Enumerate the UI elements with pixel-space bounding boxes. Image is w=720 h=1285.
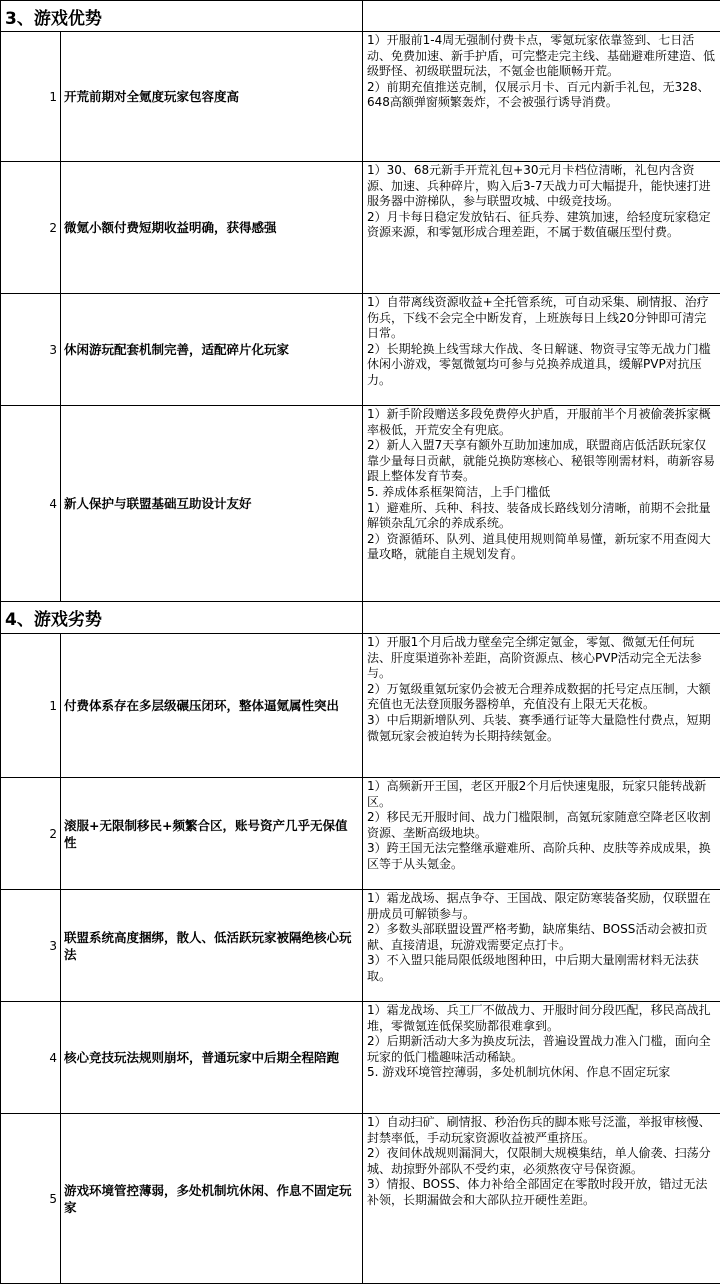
table-row [1, 634, 720, 778]
row-heading: 新人保护与联盟基础互助设计友好 [61, 406, 363, 602]
row-description [363, 294, 720, 406]
description-line: 3）中后期新增队列、兵装、赛季通行证等大量隐性付费点，短期微氪玩家会被迫转为长期持续氪金。 [367, 712, 711, 743]
description-line: 2）万氪级重氪玩家仍会被无合理养成数据的托号定点压制，大额充值也无法登顶服务器榜单，充值没有上限无天花板。 [367, 681, 711, 712]
description-line: 3）情报、BOSS、体力补给全部固定在零散时段开放，错过无法补领，长期漏做会和大部队拉开硬性差距。 [367, 1177, 708, 1207]
description-line: 2）资源循环、队列、道具使用规则简单易懂，新玩家不用查阅大量攻略，就能自主规划发育。 [367, 531, 711, 562]
table-row [1, 1002, 720, 1114]
description-line: 2）移民无开服时间、战力门槛限制，高氪玩家随意空降老区收割资源、垄断高级地块。 [367, 810, 711, 840]
row-description [363, 1114, 720, 1284]
description-line: 2）长期轮换上线雪球大作战、冬日解谜、物资寻宝等无战力门槛休闲小游戏，零氪微氪均可参与兑换养成道具，缓解PVP对抗压力。 [367, 341, 711, 387]
description-line: 1）霜龙战场、兵工厂不做战力、开服时间分段匹配，移民高战扎堆，零微氪连低保奖励都很难拿到。 [367, 1003, 711, 1033]
row-number: 5 [1, 1114, 61, 1284]
table-row [1, 890, 720, 1002]
row-heading: 游戏环境管控薄弱，多处机制坑休闲、作息不固定玩家 [61, 1114, 363, 1284]
row-number: 4 [1, 1002, 61, 1114]
row-description [363, 890, 720, 1002]
description-line: 3）不入盟只能局限低级地图种田，中后期大量刚需材料无法获取。 [367, 953, 699, 983]
row-heading: 微氪小额付费短期收益明确，获得感强 [61, 162, 363, 294]
description-line: 2）新人入盟7天享有额外互助加速加成，联盟商店低活跃玩家仅靠少量每日贡献，就能兑换防寒核心、秘银等刚需材料，萌新容易跟上整体发育节奏。 [367, 438, 716, 484]
row-description [363, 32, 720, 162]
description-line: 3）跨王国无法完整继承避难所、高阶兵种、皮肤等养成成果，换区等于从头氪金。 [367, 841, 711, 871]
row-description [363, 778, 720, 890]
description-line: 2）后期新活动大多为换皮玩法，普遍设置战力准入门槛，面向全玩家的低门槛趣味活动稀缺。 [367, 1034, 711, 1064]
row-heading: 休闲游玩配套机制完善，适配碎片化玩家 [61, 294, 363, 406]
row-description [363, 1002, 720, 1114]
description-line: 1）自带离线资源收益+全托管系统，可自动采集、刷情报、治疗伤兵，下线不会完全中断发育，上班族每日上线20分钟即可清完日常。 [367, 295, 709, 341]
row-number: 2 [1, 778, 61, 890]
row-description [363, 406, 720, 602]
table-row [1, 778, 720, 890]
row-heading: 付费体系存在多层级碾压闭环，整体逼氪属性突出 [61, 634, 363, 778]
description-line: 2）多数头部联盟设置严格考勤，缺席集结、BOSS活动会被扣贡献、直接清退，玩游戏需要定点打卡。 [367, 922, 708, 952]
section-header-row [1, 602, 720, 634]
table-row [1, 294, 720, 406]
table-row [1, 32, 720, 162]
description-line: 1）高频新开王国，老区开服2个月后快速鬼服，玩家只能转战新区。 [367, 779, 707, 809]
row-heading: 联盟系统高度捆绑，散人、低活跃玩家被隔绝核心玩法 [61, 890, 363, 1002]
row-number: 3 [1, 294, 61, 406]
description-line: 1）自动扫矿、刷情报、秒治伤兵的脚本账号泛滥，举报审核慢、封禁率低，手动玩家资源收益被严重挤压。 [367, 1115, 711, 1145]
row-heading: 滚服+无限制移民+频繁合区，账号资产几乎无保值性 [61, 778, 363, 890]
row-description [363, 634, 720, 778]
description-line: 1）避难所、兵种、科技、装备成长路线划分清晰，前期不会批量解锁杂乱冗余的养成系统。 [367, 500, 711, 531]
row-number: 1 [1, 634, 61, 778]
table-row [1, 1114, 720, 1284]
row-heading: 核心竞技玩法规则崩坏，普通玩家中后期全程陪跑 [61, 1002, 363, 1114]
table-row [1, 406, 720, 602]
section-title: 3、游戏优势 [1, 1, 363, 32]
table-body [1, 1, 720, 1284]
row-heading: 开荒前期对全氪度玩家包容度高 [61, 32, 363, 162]
description-line: 1）霜龙战场、据点争夺、王国战、限定防寒装备奖励，仅联盟在册成员可解锁参与。 [367, 891, 711, 921]
row-description [363, 162, 720, 294]
row-number: 3 [1, 890, 61, 1002]
row-number: 1 [1, 32, 61, 162]
description-line: 5. 游戏环境管控薄弱，多处机制坑休闲、作息不固定玩家 [367, 1065, 671, 1080]
description-line: 2）夜间休战规则漏洞大，仅限制大规模集结，单人偷袭、扫荡分城、劫掠野外部队不受约束，必须熬夜守号保资源。 [367, 1146, 711, 1176]
description-line: 2）月卡每日稳定发放钻石、征兵券、建筑加速，给轻度玩家稳定资源来源，和零氪形成合理差距，不属于数值碾压型付费。 [367, 209, 711, 240]
row-number: 4 [1, 406, 61, 602]
description-line: 1）开服1个月后战力壁垒完全绑定氪金，零氪、微氪无任何玩法、肝度渠道弥补差距，高阶资源点、核心PVP活动完全无法参与。 [367, 635, 702, 681]
description-line: 1）开服前1-4周无强制付费卡点，零氪玩家依靠签到、七日活动、免费加速、新手护盾，可完整走完主线、基础避难所建造、低级野怪、初级联盟玩法，不氪金也能顺畅开荒。 [367, 33, 716, 79]
table-row [1, 162, 720, 294]
description-line: 2）前期充值推送克制，仅展示月卡、百元内新手礼包，无328、648高额弹窗频繁轰炸，不会被强行诱导消费。 [367, 79, 710, 110]
section-blank-cell [363, 602, 720, 634]
description-line: 1）新手阶段赠送多段免费停火护盾，开服前半个月被偷袭拆家概率极低，开荒安全有兜底。 [367, 407, 711, 437]
section-title: 4、游戏劣势 [1, 602, 363, 634]
row-number: 2 [1, 162, 61, 294]
section-header-row [1, 1, 720, 32]
section-blank-cell [363, 1, 720, 32]
description-line: 1）30、68元新手开荒礼包+30元月卡档位清晰，礼包内含资源、加速、兵种碎片，购入后3-7天战力可大幅提升，能快速打进服务器中游梯队，参与联盟攻城、中级竞技场。 [367, 163, 711, 209]
description-line: 5. 养成体系框架简洁，上手门槛低 [367, 484, 551, 499]
